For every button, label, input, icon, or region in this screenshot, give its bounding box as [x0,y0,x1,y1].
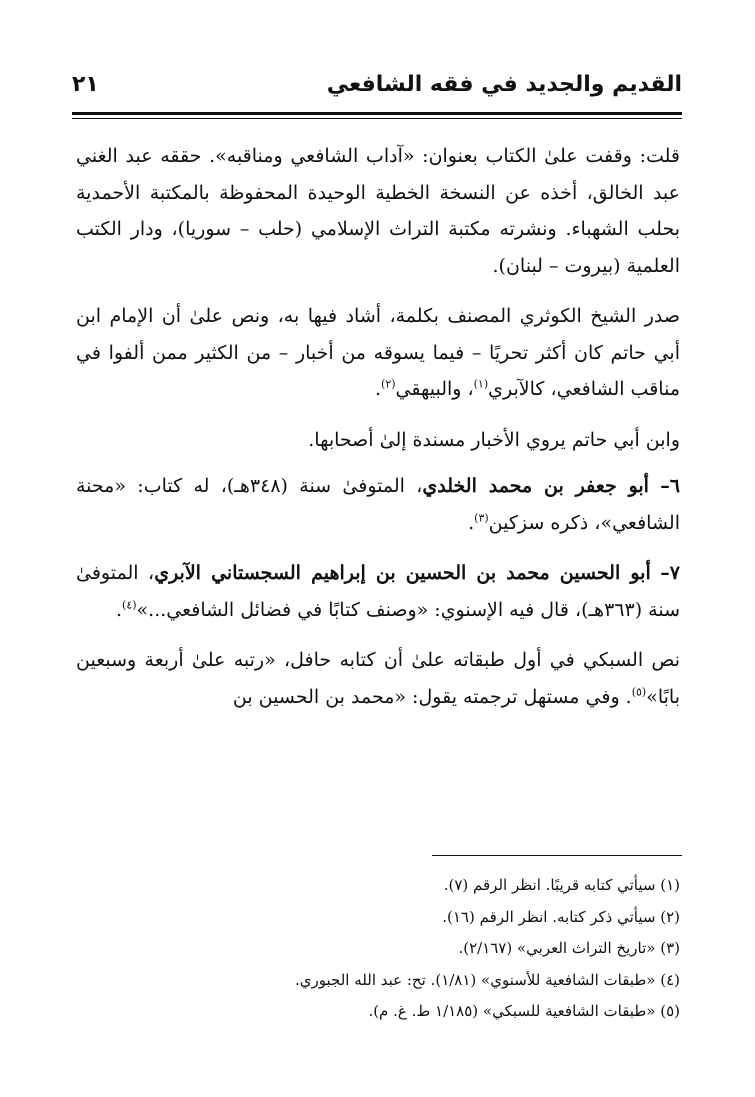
footnote-ref-1[interactable]: (١) [473,377,489,391]
footnote-2: (٢) سيأتي ذكر كتابه. انظر الرقم (١٦). [442,907,680,926]
paragraph-3 [76,422,680,459]
footnote-ref-3[interactable]: (٣) [474,511,489,525]
paragraph-2-text-b: ، والبيهقي [395,378,474,400]
paragraph-3-text: وابن أبي حاتم يروي الأخبار مسندة إلىٰ أصحابها. [308,428,680,451]
paragraph-8-text-a: نص السبكي في أول طبقاته علىٰ أن كتابه حافل، «رتبه علىٰ أربعة وسبعين بابًا» [76,649,680,708]
paragraph-2-text-c: . [374,378,382,400]
paragraph-8 [76,642,680,715]
entry-6-text: ، المتوفىٰ سنة (٣٤٨هـ)، له كتاب: «محنة الشافعي»، ذكره سزكين [76,475,680,534]
paragraph-1-text: قلت: وقفت علىٰ الكتاب بعنوان: «آداب الشافعي ومناقبه». حققه عبد الغني عبد الخالق، أخذه عن النسخة الخطية الوحيدة المحفوظة بالمكتبة الأحمدية بحلب الشهباء. ونشرته مكتبة التراث الإسلامي (حلب – سوريا)، ودار الكتب العلمية (بيروت – لبنان). [76,145,680,277]
page-number: ٢١ [72,72,99,97]
paragraph-2-text-a: صدر الشيخ الكوثري المصنف بكلمة، أشاد فيها به، ونص علىٰ أن الإمام ابن أبي حاتم كان أكثر تحريًا – فيما يسوقه من أخبار – من الكثير ممن ألفوا في مناقب الشافعي، كالآبري [76,305,680,400]
paragraph-1 [76,138,680,284]
footnote-ref-2[interactable]: (٢) [381,377,396,391]
entry-7-text: ، المتوفىٰ سنة (٣٦٣هـ)، قال فيه الإسنوي: «وصنف كتابًا في فضائل الشافعي...» [76,562,680,621]
entry-7-text-end: . [115,598,123,621]
entry-7-author: أبو الحسين محمد بن الحسين بن إبراهيم السجستاني الآبري [154,562,651,584]
footnote-ref-4[interactable]: (٤) [122,598,137,612]
footnote-1: (١) سيأتي كتابه قريبًا. انظر الرقم (٧). [443,876,680,894]
footnote-3: (٣) «تاريخ التراث العربي» (٢/١٦٧). [458,939,680,957]
paragraph-8-text-b: . وفي مستهل ترجمته يقول: «محمد بن الحسين بن [232,685,632,708]
running-title: القديم والجديد في فقه الشافعي [326,72,682,97]
footnotes [76,870,680,1028]
main-text [76,138,680,729]
footnote-5: (٥) «طبقات الشافعية للسبكي» (١/١٨٥ ط. غ. م). [368,1002,680,1020]
header-rule-thick [72,112,682,115]
header-rule-thin [72,118,682,119]
entry-7-number: ٧– [660,562,680,584]
entry-6-number: ٦– [660,475,681,497]
entry-6 [76,468,680,541]
footnote-ref-5[interactable]: (٥) [631,685,647,699]
entry-6-text-end: . [468,511,475,534]
entry-6-author: أبو جعفر بن محمد الخلدي [422,475,649,497]
footnote-4: (٤) «طبقات الشافعية للأسنوي» (١/٨١). تح: عبد الله الجبوري. [295,970,680,989]
paragraph-2 [76,298,680,408]
running-header [72,66,682,106]
entry-7 [76,555,680,628]
footnote-separator [432,855,682,856]
